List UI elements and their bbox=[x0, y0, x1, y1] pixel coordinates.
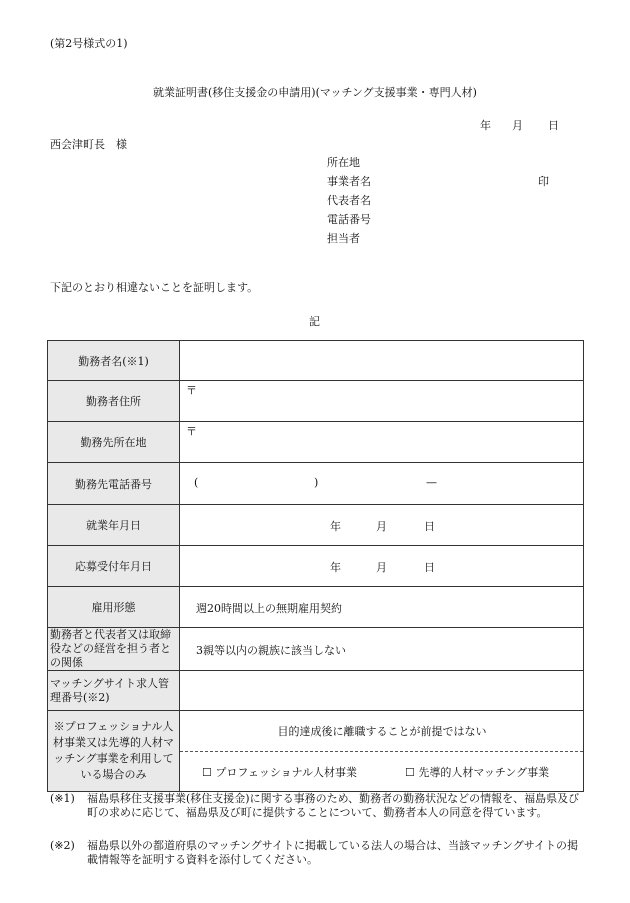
issuer-business-label: 事業者名 bbox=[327, 175, 371, 188]
seal-mark: 印 bbox=[538, 175, 549, 188]
application-date-field[interactable] bbox=[180, 546, 584, 587]
employment-date-label: 就業年月日 bbox=[48, 505, 180, 546]
pro-talent-statement: 目的達成後に離職することが前提ではない bbox=[277, 725, 487, 738]
note-text: 福島県以外の都道府県のマッチングサイトに掲載している法人の場合は、当該マッチングサイトの掲載情報等を証明する資料を添付してください。 bbox=[87, 839, 579, 866]
application-date-label: 応募受付年月日 bbox=[48, 546, 180, 587]
employment-type-label: 雇用形態 bbox=[48, 587, 180, 628]
date-month: 月 bbox=[512, 119, 523, 132]
form-number: (第2号様式の1) bbox=[50, 37, 128, 50]
checkbox-icon: ☐ bbox=[405, 766, 415, 779]
dashed-divider bbox=[180, 751, 583, 752]
row-employment-date bbox=[48, 505, 584, 546]
checkbox-label: 先導的人材マッチング事業 bbox=[418, 766, 550, 779]
pro-talent-field bbox=[180, 711, 584, 792]
worker-name-label: 勤務者名(※1) bbox=[48, 341, 180, 381]
postal-mark: 〒 bbox=[186, 425, 197, 438]
ymd-year: 年 bbox=[330, 520, 341, 533]
relation-field bbox=[180, 628, 584, 671]
worker-name-field[interactable] bbox=[180, 341, 584, 381]
ymd-month: 月 bbox=[376, 520, 387, 533]
row-pro-talent bbox=[48, 711, 584, 792]
worker-address-label: 勤務者住所 bbox=[48, 381, 180, 422]
ymd-day: 日 bbox=[424, 520, 435, 533]
phone-dash: — bbox=[426, 476, 437, 489]
row-matching-number bbox=[48, 671, 584, 711]
employment-type-field bbox=[180, 587, 584, 628]
matching-number-field[interactable] bbox=[180, 671, 584, 711]
note-text: 福島県移住支援事業(移住支援金)に関する事務のため、勤務者の勤務状況などの情報を、福島県及び町の求めに応じて、福島県及び町に提供することについて、勤務者本人の同意を得ています。 bbox=[87, 792, 580, 819]
note-mark: (※1) bbox=[50, 792, 75, 805]
row-worker-address bbox=[48, 381, 584, 422]
employment-date-field[interactable] bbox=[180, 505, 584, 546]
checkbox-pro-talent[interactable] bbox=[202, 764, 357, 780]
ymd-day: 日 bbox=[424, 561, 435, 574]
document-title: 就業証明書(移住支援金の申請用)(マッチング支援事業・専門人材) bbox=[153, 86, 477, 99]
ymd-year: 年 bbox=[330, 561, 341, 574]
matching-number-label: マッチングサイト求人管理番号(※2) bbox=[48, 671, 180, 711]
issuer-phone-label: 電話番号 bbox=[327, 213, 371, 226]
issuer-contact-label: 担当者 bbox=[327, 232, 360, 245]
phone-paren-close: ) bbox=[314, 476, 319, 489]
checkbox-icon: ☐ bbox=[202, 766, 212, 779]
note-mark: (※2) bbox=[50, 839, 75, 852]
certificate-table bbox=[47, 340, 584, 792]
row-relation bbox=[48, 628, 584, 671]
worker-address-field[interactable] bbox=[180, 381, 584, 422]
workplace-address-label: 勤務先所在地 bbox=[48, 422, 180, 463]
issuer-address-label: 所在地 bbox=[327, 156, 360, 169]
checkbox-label: プロフェッショナル人材事業 bbox=[215, 766, 358, 779]
issuer-representative-label: 代表者名 bbox=[327, 194, 371, 207]
row-employment-type bbox=[48, 587, 584, 628]
row-application-date bbox=[48, 546, 584, 587]
note-2 bbox=[50, 839, 590, 869]
row-workplace-phone bbox=[48, 463, 584, 505]
addressee: 西会津町長 様 bbox=[50, 138, 127, 151]
workplace-address-field[interactable] bbox=[180, 422, 584, 463]
postal-mark: 〒 bbox=[186, 384, 197, 397]
checkbox-leading-matching[interactable] bbox=[405, 764, 549, 780]
relation-label: 勤務者と代表者又は取締役などの経営を担う者との関係 bbox=[48, 628, 180, 671]
ymd-month: 月 bbox=[376, 561, 387, 574]
row-worker-name bbox=[48, 341, 584, 381]
note-1 bbox=[50, 792, 590, 834]
certify-text: 下記のとおり相違ないことを証明します。 bbox=[50, 281, 259, 294]
row-workplace-address bbox=[48, 422, 584, 463]
ki-mark: 記 bbox=[309, 315, 320, 328]
workplace-phone-label: 勤務先電話番号 bbox=[48, 463, 180, 505]
pro-talent-label: ※プロフェッショナル人材事業又は先導的人材マッチング事業を利用している場合のみ bbox=[48, 711, 180, 792]
employment-type-value: 週20時間以上の無期雇用契約 bbox=[196, 602, 342, 615]
workplace-phone-field[interactable] bbox=[180, 463, 584, 505]
relation-value: 3親等以内の親族に該当しない bbox=[196, 644, 346, 657]
date-year: 年 bbox=[480, 119, 491, 132]
phone-paren-open: ( bbox=[194, 476, 199, 489]
date-day: 日 bbox=[548, 119, 559, 132]
